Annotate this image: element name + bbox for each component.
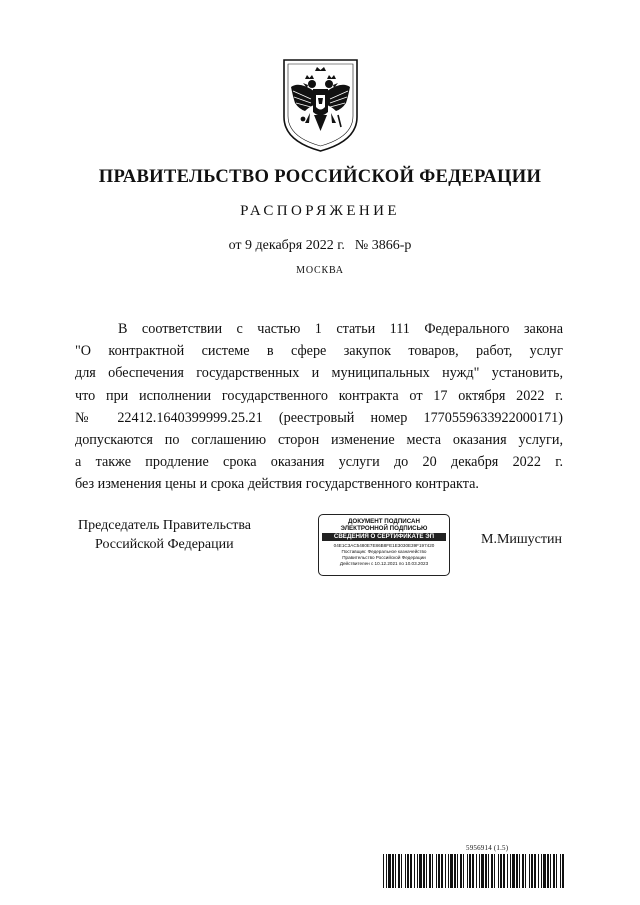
- page-title: ПРАВИТЕЛЬСТВО РОССИЙСКОЙ ФЕДЕРАЦИИ: [98, 166, 542, 187]
- body-line: допускаются по соглашению сторон изменение места оказания услуги,: [75, 431, 563, 448]
- barcode-bar: [463, 854, 464, 888]
- barcode-bar: [383, 854, 384, 888]
- barcode-bar: [417, 854, 418, 888]
- order-body: [75, 318, 563, 496]
- barcode-bar: [445, 854, 446, 888]
- barcode-bar: [481, 854, 484, 888]
- russian-coat-of-arms-icon: [281, 57, 360, 153]
- barcode-bar: [529, 854, 530, 888]
- barcode-bar: [531, 854, 533, 888]
- stamp-serial: 04E1C3AC5480E7E86B8FE1E3030E39F197420: [333, 543, 435, 548]
- body-line: для обеспечения государственных и муниципальных нужд" установить,: [75, 365, 563, 382]
- barcode-bar: [441, 854, 443, 888]
- position-line: Председатель Правительства: [78, 518, 251, 533]
- body-line: а также продление срока оказания услуги до 20 декабря 2022 г.: [75, 454, 563, 471]
- barcode-bar: [538, 854, 539, 888]
- electronic-signature-stamp: [318, 514, 450, 576]
- stamp-validity: Действителен с 10.12.2021 по 10.03.2023: [339, 561, 429, 566]
- city-name: МОСКВА: [296, 265, 344, 276]
- barcode-bar: [426, 854, 427, 888]
- barcode-bar: [541, 854, 542, 888]
- barcode-bar: [560, 854, 561, 888]
- barcode-bar: [510, 854, 511, 888]
- barcode-bar: [438, 854, 440, 888]
- body-line: что при исполнении государственного контракта от 17 октября 2022 г.: [75, 387, 563, 404]
- date-number-line: [0, 238, 640, 254]
- barcode-bar: [547, 854, 549, 888]
- stamp-issuer: Поставщик: Федеральное казначейство: [341, 549, 427, 554]
- barcode-bar: [479, 854, 480, 888]
- stamp-owner: Правительство Российской Федерации: [342, 555, 426, 560]
- barcode-bar: [419, 854, 422, 888]
- barcode-bar: [550, 854, 551, 888]
- body-line: В соответствии с частью 1 статьи 111 Федерального закона: [118, 321, 563, 337]
- body-line: № 22412.1640399999.25.21 (реестровый номер 1770559633922000171): [75, 409, 563, 426]
- barcode-bar: [507, 854, 508, 888]
- barcode-bar: [500, 854, 502, 888]
- document-type: РАСПОРЯЖЕНИЕ: [240, 203, 400, 219]
- barcode-bar: [432, 854, 433, 888]
- barcode-bar: [498, 854, 499, 888]
- body-line: без изменения цены и срока действия государственного контракта.: [75, 476, 479, 493]
- barcode-bar: [469, 854, 471, 888]
- barcode-bar: [485, 854, 487, 888]
- stamp-title: [319, 518, 449, 532]
- document-date: от 9 декабря 2022 г.: [228, 238, 345, 253]
- barcode-bar: [392, 854, 394, 888]
- barcode-bar: [503, 854, 505, 888]
- barcode-bar: [494, 854, 495, 888]
- barcode-bar: [488, 854, 489, 888]
- barcode-bar: [386, 854, 387, 888]
- barcode-bar: [398, 854, 400, 888]
- barcode-bar: [476, 854, 477, 888]
- barcode-bar: [405, 854, 406, 888]
- barcode-bar: [553, 854, 555, 888]
- barcode-number: 5956914 (1.5): [466, 844, 509, 852]
- barcode-bar: [436, 854, 437, 888]
- barcode-bar: [414, 854, 415, 888]
- barcode-bar: [467, 854, 468, 888]
- barcode-bar: [472, 854, 474, 888]
- barcode-bar: [454, 854, 456, 888]
- document-number: № 3866-р: [354, 238, 412, 253]
- barcode-bar: [429, 854, 431, 888]
- barcode-bar: [407, 854, 409, 888]
- barcode-bar: [525, 854, 526, 888]
- barcode-bar: [512, 854, 515, 888]
- barcode-bar: [556, 854, 557, 888]
- position-line: Российской Федерации: [95, 537, 234, 552]
- barcode-bar: [534, 854, 536, 888]
- barcode-bar: [522, 854, 524, 888]
- barcode-bar: [516, 854, 518, 888]
- barcode-bar: [388, 854, 391, 888]
- barcode-bar: [543, 854, 546, 888]
- barcode-bar: [562, 854, 564, 888]
- signatory-position: [78, 516, 251, 554]
- barcode-bar: [491, 854, 493, 888]
- body-line: "О контрактной системе в сфере закупок товаров, работ, услуг: [75, 343, 563, 360]
- barcode-bar: [519, 854, 520, 888]
- stamp-title-line: ДОКУМЕНТ ПОДПИСАН: [348, 518, 420, 525]
- barcode-bar: [401, 854, 402, 888]
- stamp-certificate-bar: СВЕДЕНИЯ О СЕРТИФИКАТЕ ЭП: [322, 533, 446, 541]
- barcode-bar: [395, 854, 396, 888]
- barcode: [383, 854, 565, 888]
- barcode-bar: [450, 854, 453, 888]
- barcode-bar: [448, 854, 449, 888]
- signatory-name: М.Мишустин: [481, 532, 562, 547]
- barcode-bar: [460, 854, 462, 888]
- barcode-bar: [423, 854, 425, 888]
- barcode-bar: [410, 854, 412, 888]
- barcode-bar: [457, 854, 458, 888]
- stamp-title-line: ЭЛЕКТРОННОЙ ПОДПИСЬЮ: [340, 525, 428, 532]
